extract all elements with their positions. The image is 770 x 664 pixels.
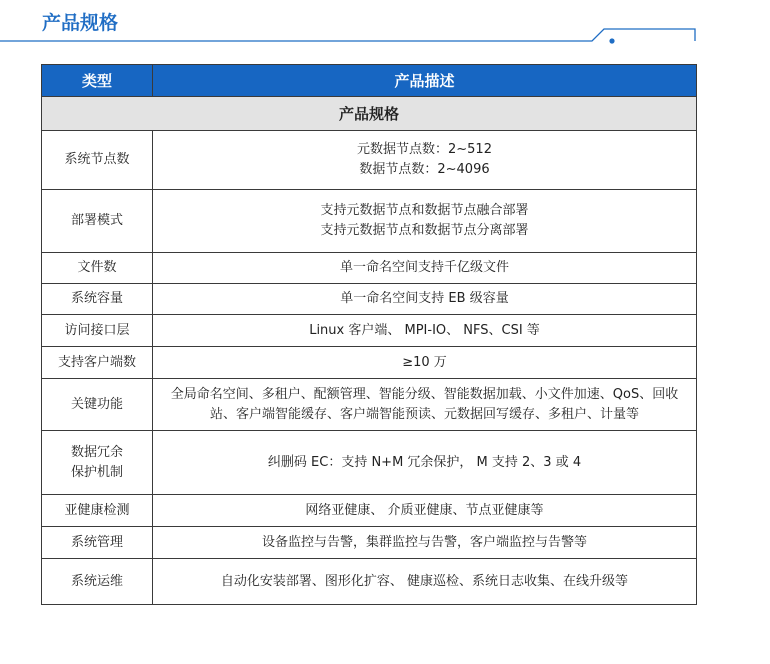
title-rule-dot: [609, 38, 614, 43]
row-type: [42, 527, 153, 559]
header-description: 产品描述: [153, 65, 697, 97]
table-row: [42, 253, 697, 284]
table-row: [42, 431, 697, 495]
row-description-line: 元数据节点数：2~512: [357, 142, 492, 157]
header-type: 类型: [42, 65, 153, 97]
table-row: [42, 347, 697, 379]
header-row: [42, 65, 697, 97]
row-description-line: ≥10 万: [402, 354, 447, 370]
row-type: [42, 190, 153, 253]
section-row: [42, 97, 697, 131]
table-row: [42, 315, 697, 347]
row-description-line: 设备监控与告警，集群监控与告警，客户端监控与告警等: [261, 534, 587, 550]
table-row: [42, 190, 697, 253]
row-type: [42, 315, 153, 347]
row-type-line: 系统节点数: [64, 152, 130, 167]
row-type: [42, 131, 153, 190]
row-type: [42, 253, 153, 284]
row-type-line: 部署模式: [70, 213, 123, 228]
row-type: [42, 559, 153, 605]
row-type-line: 保护机制: [70, 464, 123, 480]
row-type-line: 关键功能: [70, 396, 123, 412]
row-description: [153, 253, 697, 284]
row-description-line: 支持元数据节点和数据节点分离部署: [320, 223, 529, 238]
row-description-line: 站、客户端智能缓存、客户端智能预读、元数据回写缓存、多租户、计量等: [209, 406, 639, 422]
row-type-line: 访问接口层: [64, 322, 130, 338]
row-description: [153, 379, 697, 431]
table-row: [42, 559, 697, 605]
row-description: [153, 315, 697, 347]
row-description-line: 自动化安装部署、图形化扩容、 健康巡检、系统日志收集、在线升级等: [220, 573, 629, 589]
section-title: 产品规格: [42, 97, 697, 131]
row-type-line: 支持客户端数: [57, 354, 136, 370]
title-rule: [0, 0, 770, 60]
row-description: [153, 495, 697, 527]
row-description: [153, 131, 697, 190]
table-row: [42, 284, 697, 315]
table-row: [42, 379, 697, 431]
row-description-line: 数据节点数：2~4096: [359, 162, 490, 177]
row-type: [42, 284, 153, 315]
row-type: [42, 347, 153, 379]
row-type-line: 亚健康检测: [64, 502, 130, 518]
row-description: [153, 347, 697, 379]
row-description: [153, 284, 697, 315]
row-type-line: 系统运维: [70, 573, 123, 589]
row-type: [42, 431, 153, 495]
spec-table: [41, 64, 697, 605]
row-type-line: 数据冗余: [70, 444, 123, 460]
row-description-line: 单一命名空间支持千亿级文件: [339, 260, 509, 275]
row-description: [153, 527, 697, 559]
row-type-line: 文件数: [77, 260, 117, 275]
table-row: [42, 495, 697, 527]
row-description-line: 纠删码 EC：支持 N+M 冗余保护， M 支持 2、3 或 4: [267, 454, 582, 470]
row-description: [153, 431, 697, 495]
row-type-line: 系统管理: [70, 534, 123, 550]
row-description: [153, 190, 697, 253]
table-row: [42, 131, 697, 190]
row-description-line: 支持元数据节点和数据节点融合部署: [320, 203, 529, 218]
row-description-line: 单一命名空间支持 EB 级容量: [340, 291, 509, 306]
page-title: 产品规格: [42, 12, 119, 34]
row-description-line: 网络亚健康、 介质亚健康、节点亚健康等: [305, 502, 544, 518]
row-type: [42, 495, 153, 527]
table-row: [42, 527, 697, 559]
row-type: [42, 379, 153, 431]
row-description: [153, 559, 697, 605]
row-description-line: Linux 客户端、 MPI-IO、 NFS、CSI 等: [309, 322, 540, 338]
row-type-line: 系统容量: [70, 291, 123, 306]
row-description-line: 全局命名空间、多租户、配额管理、智能分级、智能数据加载、小文件加速、QoS、回收: [170, 386, 679, 402]
